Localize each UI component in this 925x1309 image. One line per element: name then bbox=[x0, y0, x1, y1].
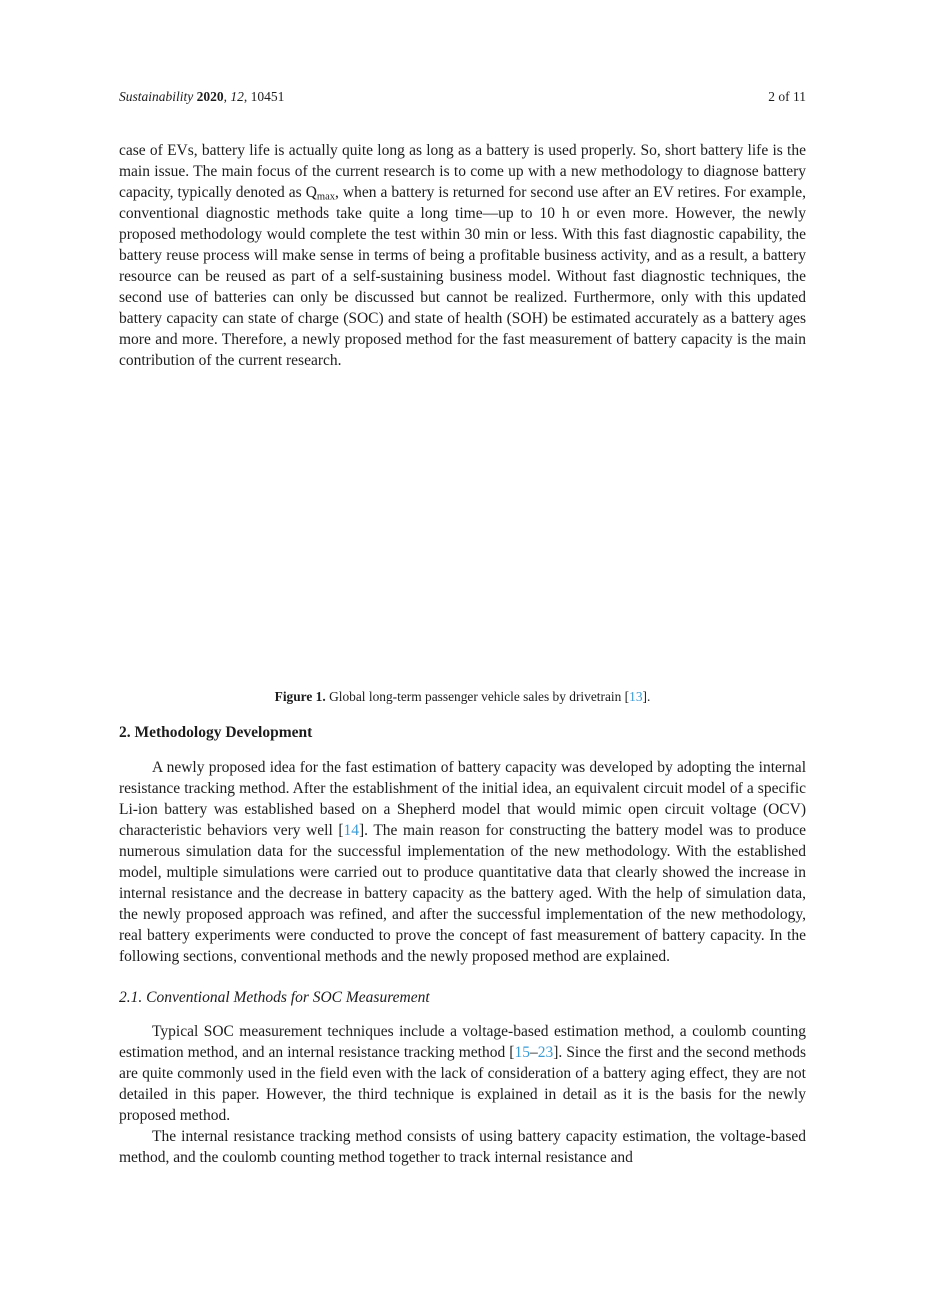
paragraph-soc-techniques: Typical SOC measurement techniques include a voltage-based estimation method, a coulomb counting estimation method, and an internal resistance tracking method [15–23]. Since the first and the second methods are quite commonly used in the field even with the lack of consideration of a battery aging effect, they are not detailed in this paper. However, the third technique is explained in detail as it is the basis for the newly proposed method. bbox=[119, 1023, 806, 1124]
journal-article-number: , 10451 bbox=[243, 89, 285, 104]
paragraph-internal-resistance: The internal resistance tracking method consists of using battery capacity estimation, the voltage-based method, and the coulomb counting method together to track internal resistance and bbox=[119, 1128, 806, 1166]
running-header bbox=[119, 88, 806, 106]
journal-citation: Sustainability 2020, 12, 10451 bbox=[119, 89, 285, 104]
subsection-heading-conventional-methods: 2.1. Conventional Methods for SOC Measurement bbox=[119, 989, 430, 1006]
qmax-subscript: max bbox=[316, 191, 336, 203]
reference-link-13[interactable]: 13 bbox=[629, 689, 643, 704]
reference-link-15[interactable]: 15 bbox=[514, 1044, 530, 1061]
paragraph-methodology: A newly proposed idea for the fast estimation of battery capacity was developed by adopting the internal resistance tracking method. After the establishment of the initial idea, an equivalent circuit model of a specific Li-ion battery was established based on a Shepherd model that would mimic open circuit voltage (OCV) characteristic behaviors very well [14]. The main reason for constructing the battery model was to produce numerous simulation data for the successful implementation of the new methodology. With the established model, multiple simulations were carried out to produce quantitative data that clearly showed the increase in internal resistance and the decrease in battery capacity as the battery aged. With the help of simulation data, the newly proposed approach was refined, and after the successful implementation of the new methodology, real battery experiments were conducted to prove the concept of fast measurement of battery capacity. In the following sections, conventional methods and the newly proposed method are explained. bbox=[119, 759, 806, 965]
paragraph-intro: case of EVs, battery life is actually quite long as long as a battery is used properly. So, short battery life is the main issue. The main focus of the current research is to come up with a new methodology to diagnose battery capacity, typically denoted as $Q_{max}$, when a battery is returned for second use after an EV retires. For example, conventional diagnostic methods take quite a long time—up to 10 h or even more. However, the newly proposed methodology would complete the test within 30 min or less. With this fast diagnostic capability, the battery reuse process will make sense in terms of being a profitable business activity, and as a result, a battery resource can be reused as part of a self-sustaining business model. Without fast diagnostic techniques, the second use of batteries can only be discussed but cannot be realized. Furthermore, only with this updated battery capacity can state of charge (SOC) and state of health (SOH) be estimated accurately as a battery ages more and more. Therefore, a newly proposed method for the fast measurement of battery capacity is the main contribution of the current research. bbox=[119, 142, 806, 369]
reference-range-dash: – bbox=[529, 1044, 538, 1061]
journal-year: 2020 bbox=[196, 89, 224, 104]
page-number: 2 of 11 bbox=[768, 89, 806, 104]
reference-link-23[interactable]: 23 bbox=[537, 1044, 554, 1061]
reference-link-14[interactable]: 14 bbox=[343, 822, 360, 839]
figure-1-caption: Figure 1. Global long-term passenger vehicle sales by drivetrain [13]. bbox=[274, 689, 651, 704]
section-heading-methodology: 2. Methodology Development bbox=[119, 724, 313, 741]
journal-name: Sustainability bbox=[119, 89, 194, 104]
figure-1-image-area bbox=[119, 371, 806, 688]
journal-volume: 12 bbox=[230, 89, 244, 104]
figure-1-label: Figure 1. bbox=[274, 689, 326, 704]
